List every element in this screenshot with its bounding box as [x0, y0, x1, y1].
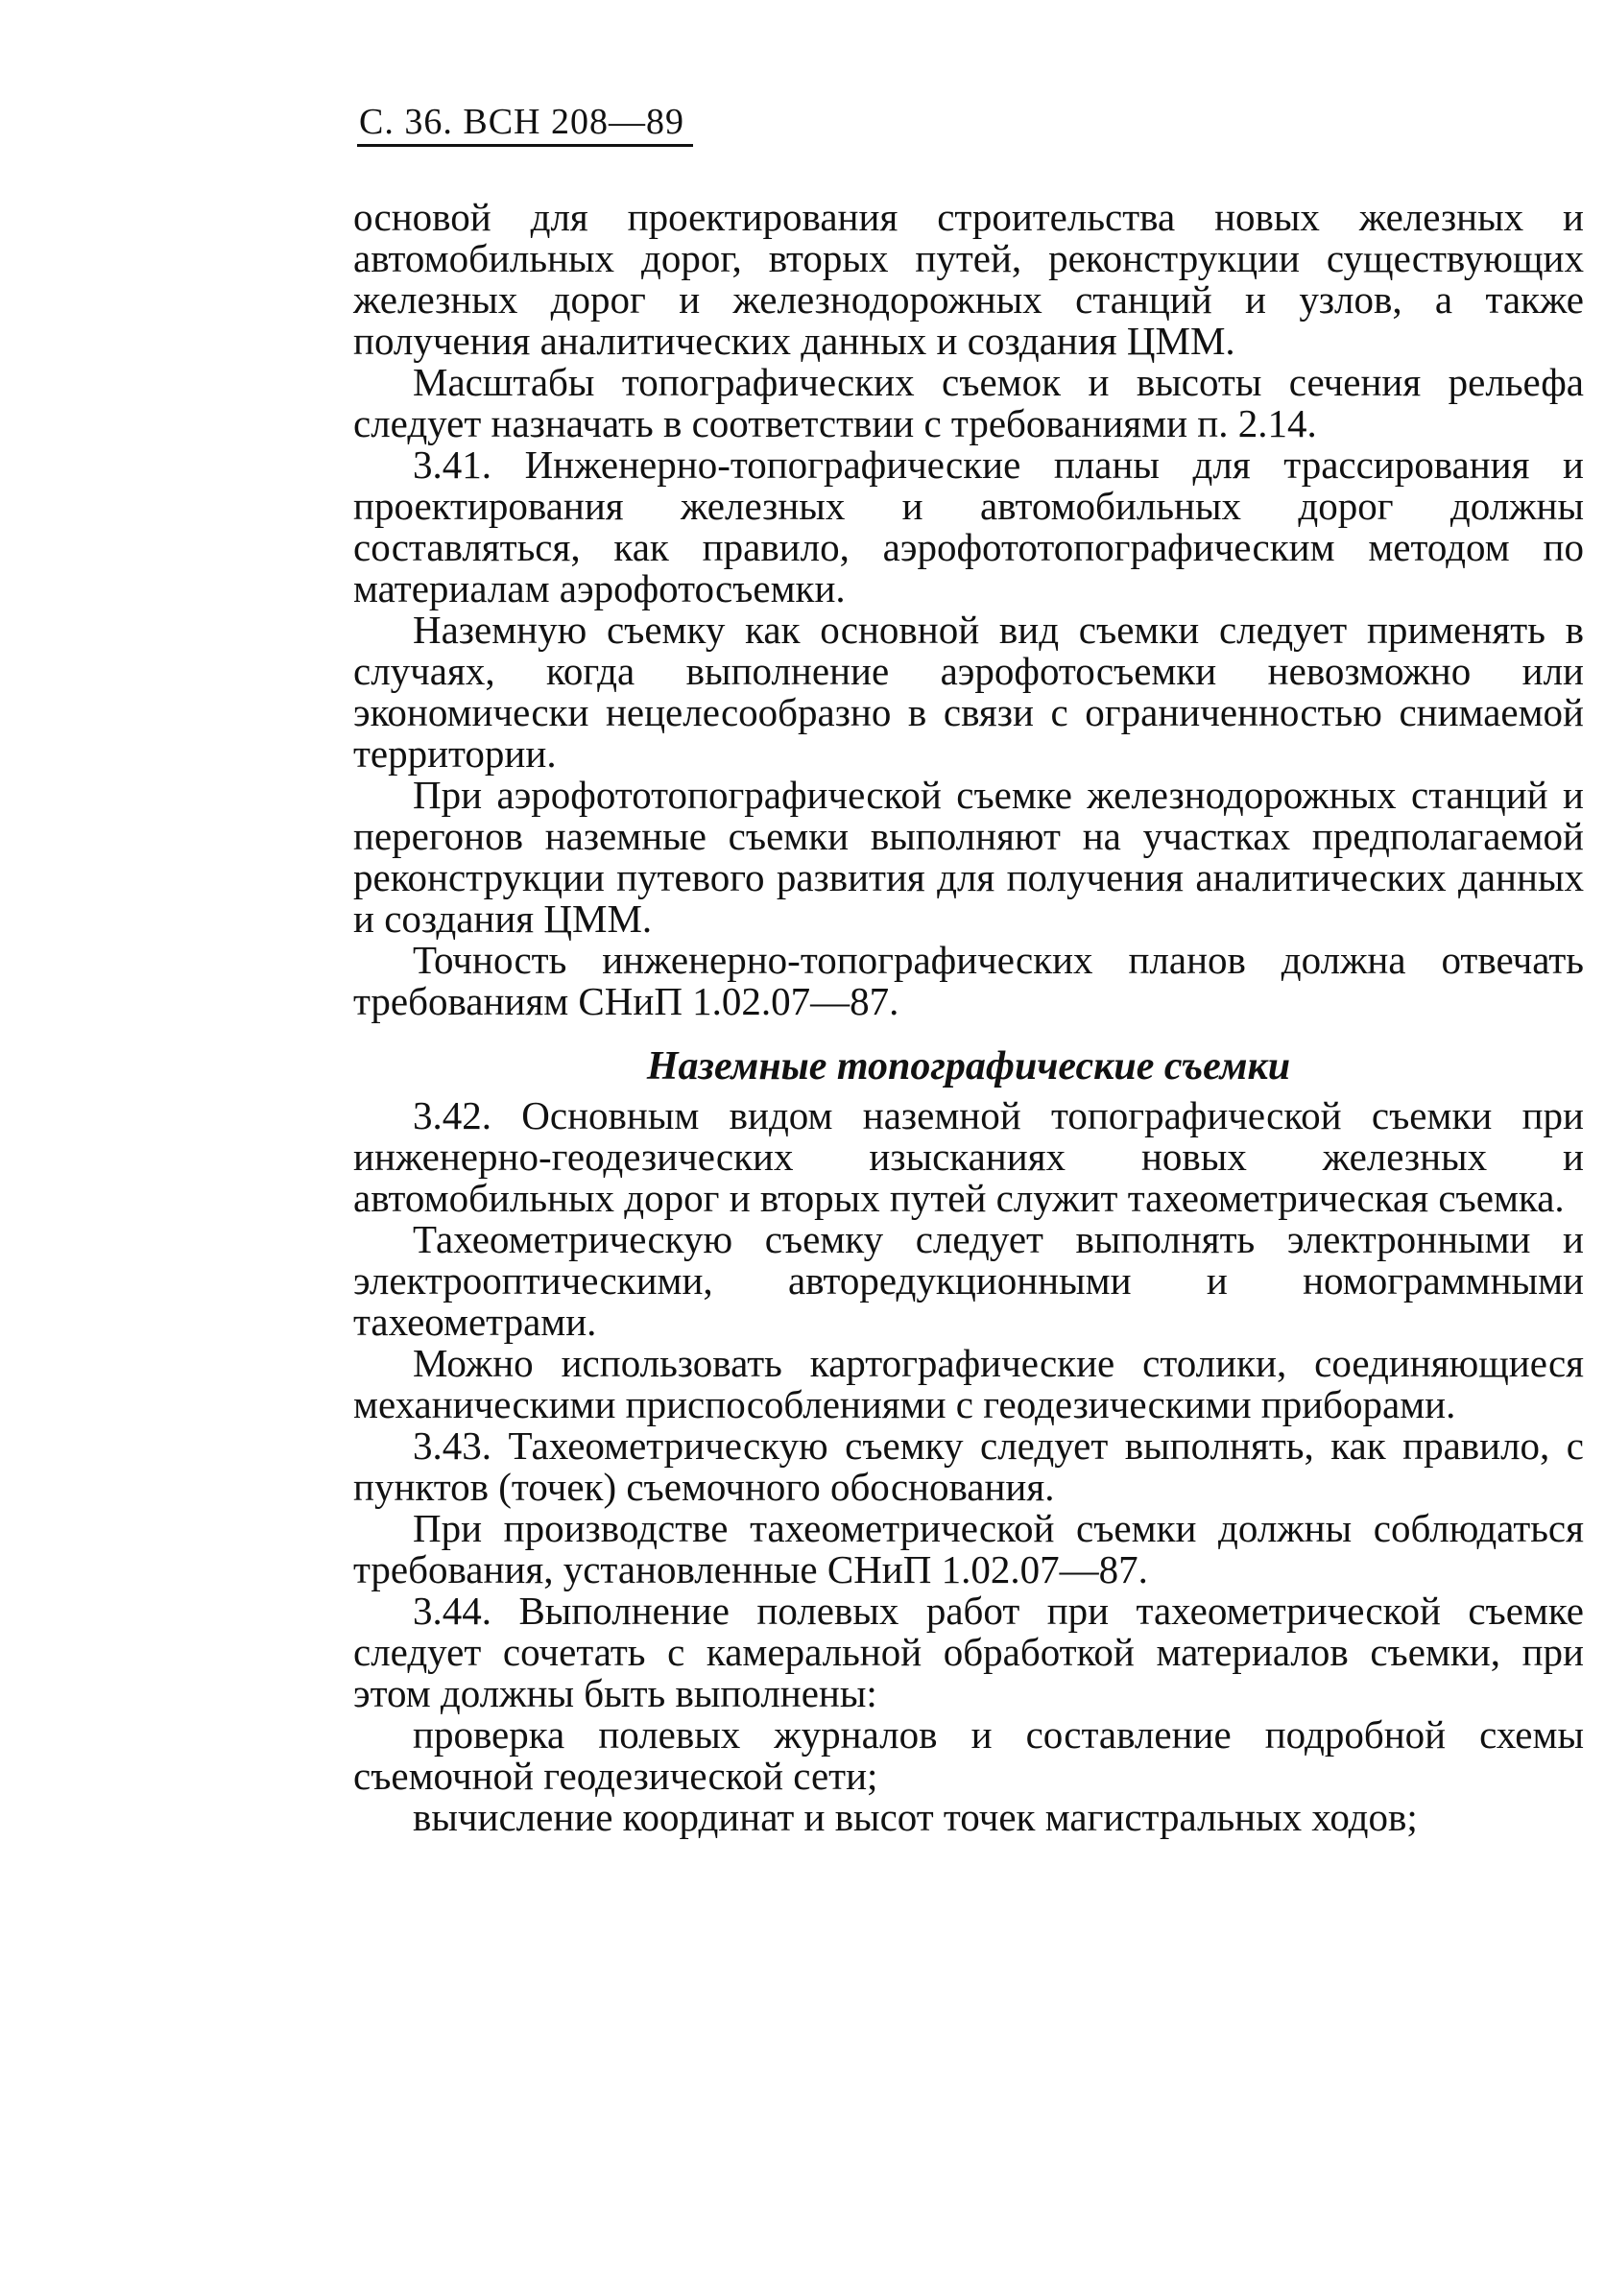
list-item-journals: проверка полевых журналов и составление подробной схемы съемочной геодезической сети; — [353, 1712, 1584, 1798]
paragraph-3-44: 3.44. Выполнение полевых работ при тахеометрической съемке следует сочетать с камеральной обработкой материалов съемки, при этом должны быть выполнены: — [353, 1589, 1584, 1715]
paragraph-scales: Масштабы топографических съемок и высоты сечения рельефа следует назначать в соответствии с требованиями п. 2.14. — [353, 360, 1584, 445]
paragraph-ground-survey: Наземную съемку как основной вид съемки следует применять в случаях, когда выполнение аэрофотосъемки невозможно или экономически нецелесообразно в связи с ограниченностью снимаемой территории. — [353, 608, 1584, 776]
paragraph-3-42: 3.42. Основным видом наземной топографической съемки при инженерно-геодезических изысканиях новых железных и автомобильных дорог и вторых путей служит тахеометрическая съемка. — [353, 1093, 1584, 1220]
paragraph-plane-tables: Можно использовать картографические столики, соединяющиеся механическими приспособлениями с геодезическими приборами. — [353, 1341, 1584, 1426]
header-underline — [357, 144, 693, 147]
page-header: С. 36. ВСН 208—89 — [359, 102, 684, 142]
paragraph-continuation: основой для проектирования строительства новых железных и автомобильных дорог, вторых путей, реконструкции существующих железных дорог и железнодорожных станций и узлов, а также получения аналитических данных и создания ЦММ. — [353, 195, 1584, 363]
paragraph-tacheometers: Тахеометрическую съемку следует выполнять электронными и электрооптическими, авторедукционными и номограммными тахеометрами. — [353, 1217, 1584, 1344]
list-item-coordinates: вычисление координат и высот точек магистральных ходов; — [413, 1795, 1418, 1839]
paragraph-3-43: 3.43. Тахеометрическую съемку следует выполнять, как правило, с пунктов (точек) съемочного обоснования. — [353, 1423, 1584, 1509]
paragraph-accuracy: Точность инженерно-топографических планов должна отвечать требованиям СНиП 1.02.07—87. — [353, 938, 1584, 1023]
paragraph-aerial-survey: При аэрофототопографической съемке железнодорожных станций и перегонов наземные съемки выполняют на участках предполагаемой реконструкции путевого развития для получения аналитических данных и создания ЦММ. — [353, 773, 1584, 941]
section-heading: Наземные топографические съемки — [646, 1044, 1291, 1088]
paragraph-requirements: При производстве тахеометрической съемки должны соблюдаться требования, установленные СНиП 1.02.07—87. — [353, 1506, 1584, 1591]
paragraph-3-41: 3.41. Инженерно-топографические планы для трассирования и проектирования железных и автомобильных дорог должны составляться, как правило, аэрофототопографическим методом по материалам аэрофотосъемки. — [353, 442, 1584, 610]
document-body — [353, 197, 1584, 1838]
